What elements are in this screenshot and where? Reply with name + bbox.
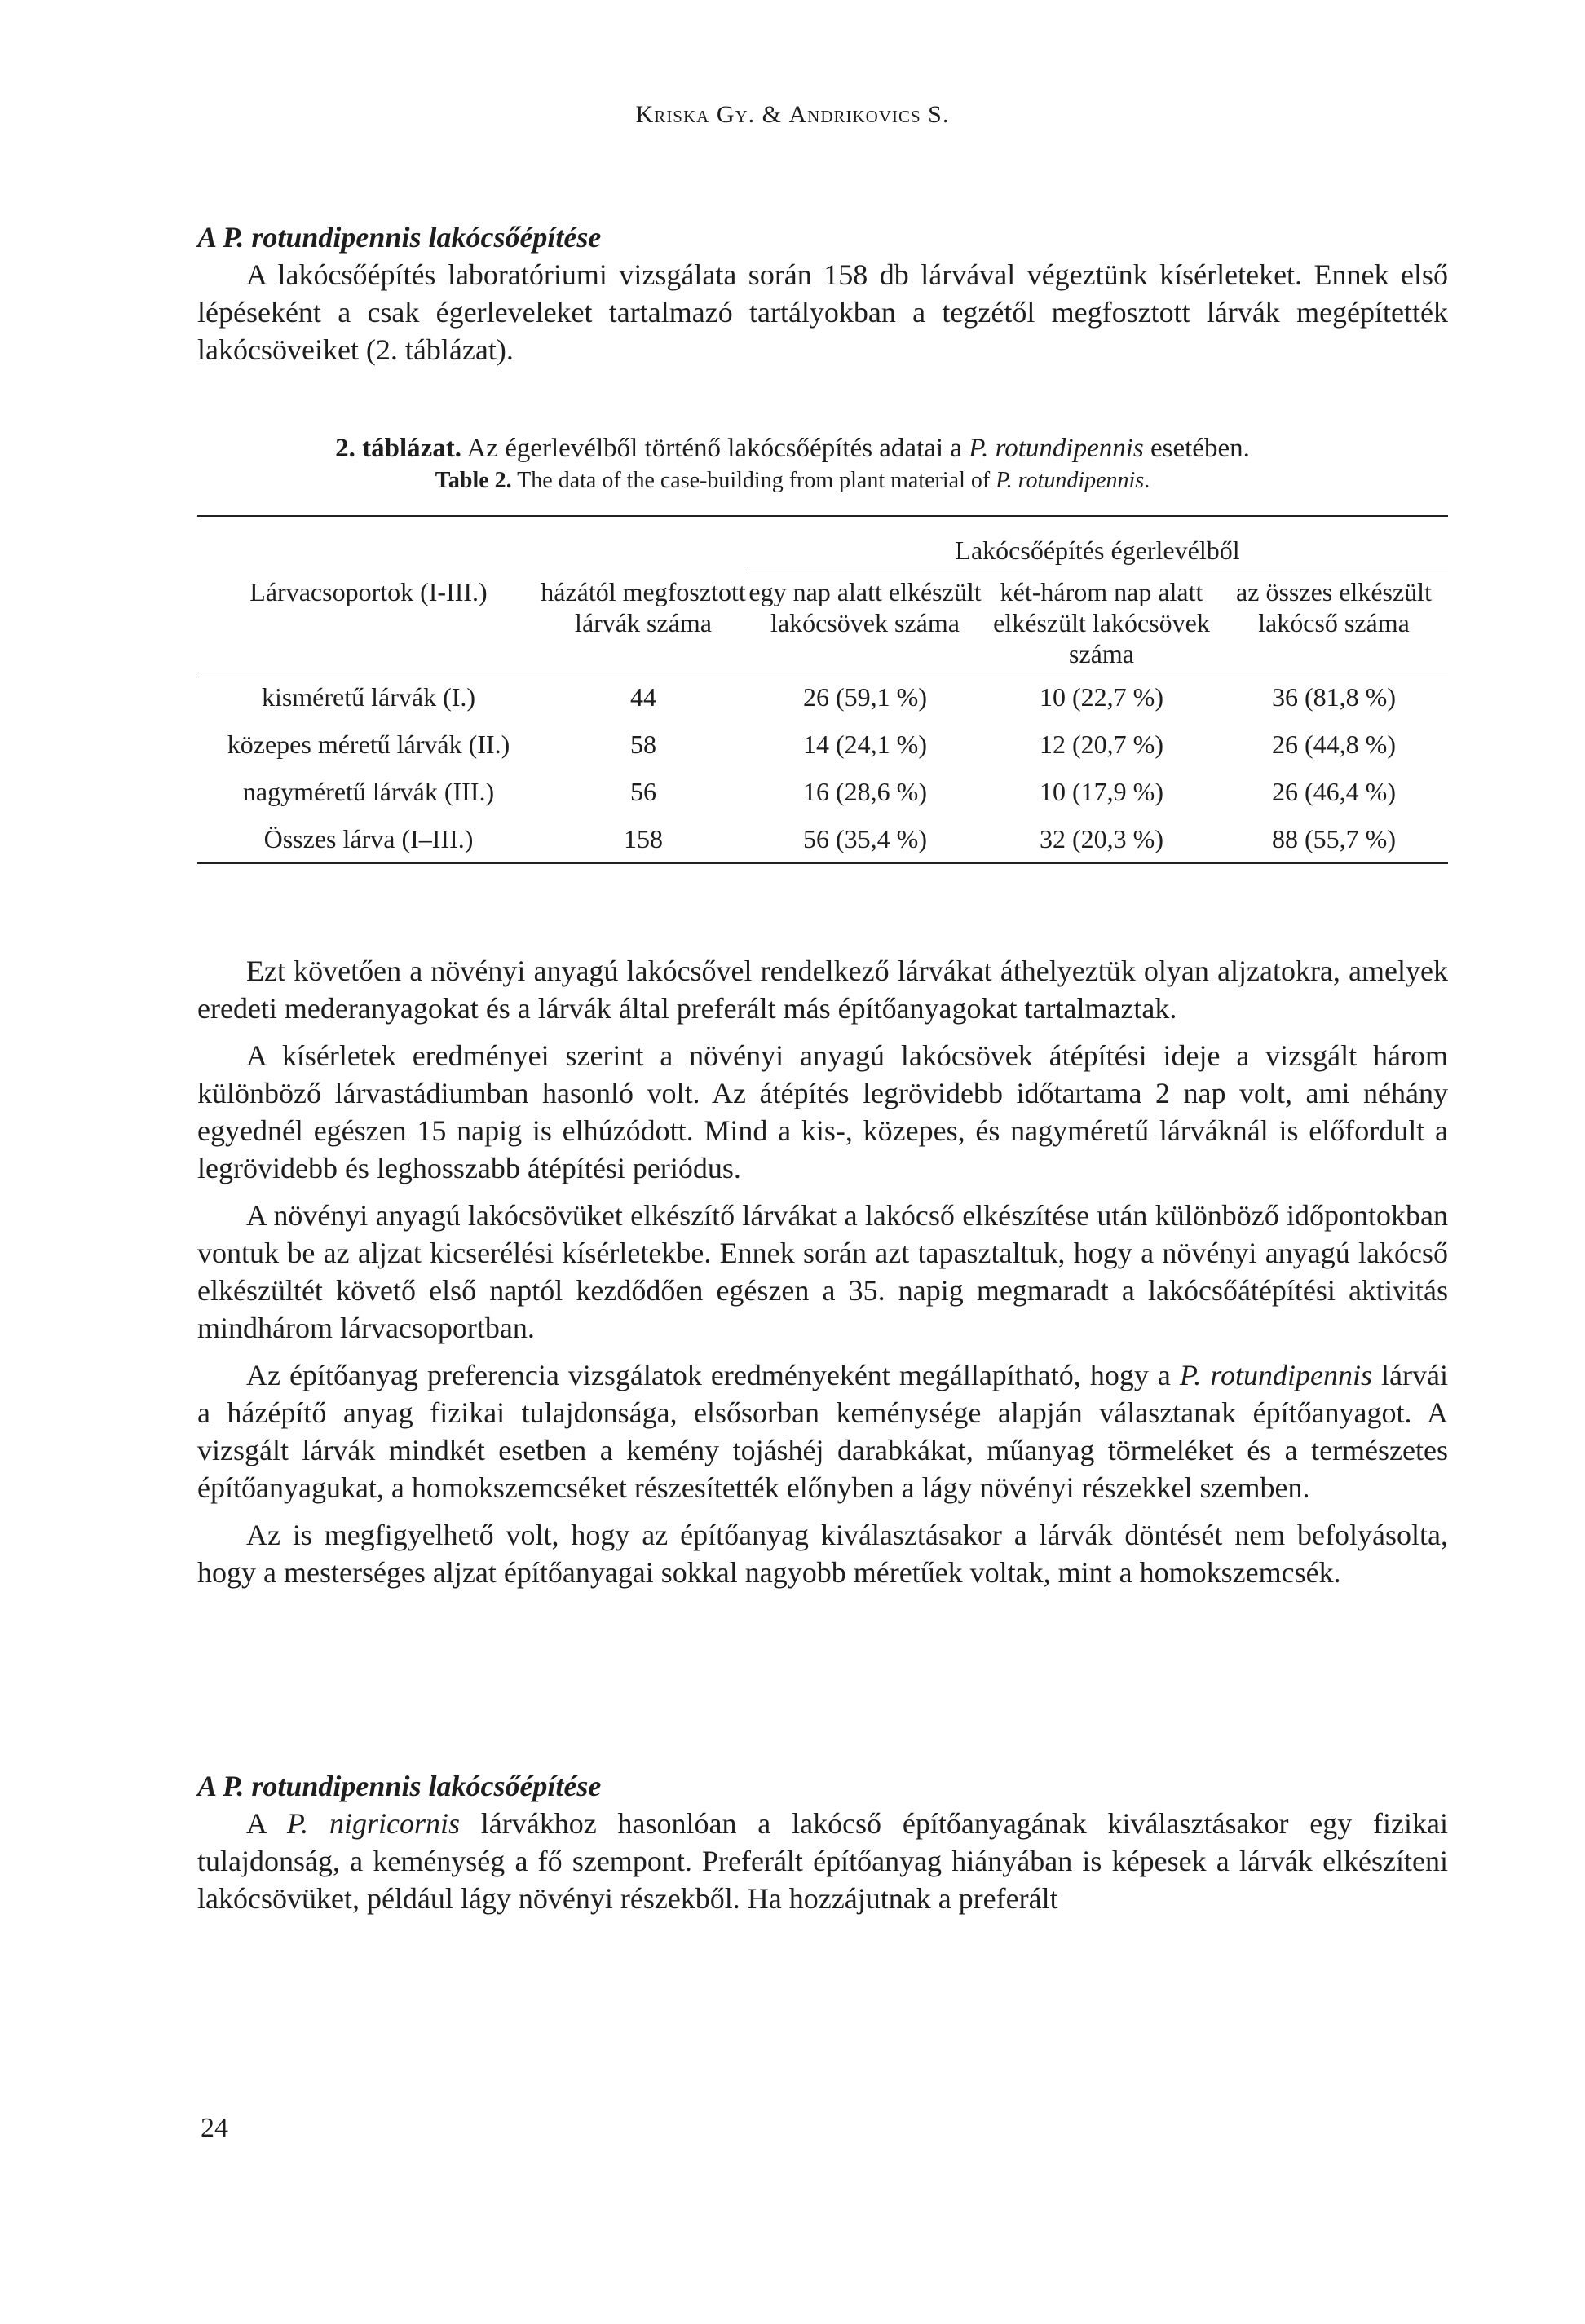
table-caption-hu-tail: esetében.: [1150, 434, 1250, 463]
body-paragraph-2: A kísérletek eredményei szerint a növényi anyagú lakócsövek átépítési ideje a vizsgált három különböző lárvastádiumban hasonló volt. Az átépítés legrövidebb időtartama 2 nap volt, ami néhány egyednél egészen 15 napig is elhúzódott. Mind a kis-, közepes, és nagyméretű lárváknál is előfordult a legrövidebb és leghosszabb átépítési periódus.: [197, 1039, 1448, 1184]
cell-total: 88 (55,7 %): [1220, 815, 1448, 863]
cell-one-day: 26 (59,1 %): [803, 681, 927, 712]
col-header-larvae-count: házától megfosztott lárvák száma: [540, 571, 747, 673]
cell-two-three-days: 10 (22,7 %): [1040, 681, 1163, 712]
table-caption-en-species: P. rotundipennis: [996, 468, 1145, 493]
body-paragraph-4: [197, 1356, 1448, 1506]
cell-group: közepes méretű lárvák (II.): [227, 729, 510, 759]
s2-species: P. nigricornis: [286, 1807, 460, 1840]
cell-two-three-days: 32 (20,3 %): [983, 815, 1220, 863]
col-header-one-day: egy nap alatt elkészült lakócsövek száma: [747, 571, 983, 673]
table-group-header-row: [197, 530, 1448, 571]
cell-one-day: 14 (24,1 %): [803, 729, 927, 759]
data-table: [197, 515, 1448, 864]
cell-total: 36 (81,8 %): [1272, 681, 1396, 712]
cell-group: nagyméretű lárvák (III.): [242, 776, 495, 806]
body-paragraph-5: Az is megfigyelhető volt, hogy az építőanyag kiválasztásakor a lárvák döntését nem befolyásolta, hogy a mesterséges aljzat építőanyagai sokkal nagyobb méretűek voltak, mint a homokszemcsék.: [197, 1519, 1448, 1589]
s2-after: lárvákhoz hasonlóan a lakócső építőanyagának kiválasztásakor egy fizikai tulajdonság, a keménység a fő szempont. Preferált építőanyag hiányában is képesek a lárvák elkészíteni lakócsövüket, például lágy növényi részekből. Ha hozzájutnak a preferált: [197, 1807, 1448, 1915]
cell-group: Összes lárva (I–III.): [197, 815, 540, 863]
running-header: [0, 101, 1585, 129]
table-row: [197, 673, 1448, 721]
section-1: [197, 218, 1448, 368]
table-caption-en-tail: .: [1144, 468, 1150, 493]
cell-total: 26 (46,4 %): [1272, 776, 1396, 806]
table-row: [197, 721, 1448, 768]
p4-before: Az építőanyag preferencia vizsgálatok eredményeként megállapítható, hogy a: [246, 1359, 1180, 1391]
col-header-two-three-days: két-három nap alatt elkészült lakócsövek száma: [983, 571, 1220, 673]
table-caption-hu-text: Az égerlevélből történő lakócsőépítés adatai a: [466, 434, 962, 463]
table-row-total: [197, 815, 1448, 863]
section-2-paragraph: [197, 1805, 1448, 1917]
table-caption-en: [0, 466, 1585, 496]
s2-before: A: [246, 1807, 287, 1840]
section-1-title: A P. rotundipennis lakócsőépítése: [197, 221, 602, 254]
table-header-row: [197, 571, 1448, 673]
cell-count: 44: [630, 681, 656, 712]
table-top-rule: [197, 516, 1448, 530]
body-paragraph-1: Ezt követően a növényi anyagú lakócsővel rendelkező lárvákat áthelyeztük olyan aljzatokra, amelyek eredeti mederanyagokat és a lárvák által preferált más építőanyagokat tartalmaztak.: [197, 955, 1448, 1025]
table-caption-hu: [0, 432, 1585, 465]
cell-count: 56: [630, 776, 656, 806]
results-text: [197, 952, 1448, 1591]
table-row: [197, 768, 1448, 815]
cell-two-three-days: 10 (17,9 %): [1040, 776, 1163, 806]
table-caption-hu-species: P. rotundipennis: [969, 434, 1144, 463]
cell-total: 26 (44,8 %): [1272, 729, 1396, 759]
section-2-title: A P. rotundipennis lakócsőépítése: [197, 1770, 602, 1802]
col-header-groups: Lárvacsoportok (I-III.): [197, 571, 540, 673]
table-caption-en-label: Table 2.: [435, 468, 512, 493]
header-author-1: Kriska Gy.: [635, 101, 756, 128]
body-paragraph-3: A növényi anyagú lakócsövüket elkészítő lárvákat a lakócső elkészítése után különböző időpontokban vontuk be az aljzat kicserélési kísérletekbe. Ennek során azt tapasztaltuk, hogy a növényi anyagú lakócső elkészültét követő első naptól kezdődően egészen a 35. napig megmaradt a lakócsőátépítési aktivitás mindhárom lárvacsoportban.: [197, 1199, 1448, 1344]
table-caption-hu-label: 2. táblázat.: [335, 434, 462, 463]
page-number: 24: [201, 2113, 228, 2143]
group-header: Lakócsőépítés égerlevélből: [747, 530, 1448, 571]
p4-species: P. rotundipennis: [1179, 1359, 1372, 1391]
cell-count: 158: [540, 815, 747, 863]
cell-group: kisméretű lárvák (I.): [261, 681, 476, 712]
section-2: [197, 1767, 1448, 1917]
section-1-paragraph: A lakócsőépítés laboratóriumi vizsgálata során 158 db lárvával végeztünk kísérleteket. Ennek első lépéseként a csak égerleveleket tartalmazó tartályokban a tegzétől megfosztott lárvák megépítették lakócsöveiket (2. táblázat).: [197, 258, 1448, 366]
table-caption-en-text: The data of the case-building from plant material of: [517, 468, 991, 493]
header-author-2: Andrikovics S.: [788, 101, 950, 128]
header-ampersand: &: [762, 101, 782, 128]
cell-two-three-days: 12 (20,7 %): [1040, 729, 1163, 759]
cell-count: 58: [630, 729, 656, 759]
cell-one-day: 16 (28,6 %): [803, 776, 927, 806]
p4-after: lárvái a házépítő anyag fizikai tulajdonsága, elsősorban keménysége alapján választanak építőanyagot. A vizsgált lárvák mindkét esetben a kemény tojáshéj darabkákat, műanyag törmeléket és a természetes építőanyagukat, a homokszemcséket részesítették előnyben a lágy növényi részekkel szemben.: [197, 1359, 1448, 1504]
cell-one-day: 56 (35,4 %): [747, 815, 983, 863]
col-header-total: az összes elkészült lakócső száma: [1220, 571, 1448, 673]
